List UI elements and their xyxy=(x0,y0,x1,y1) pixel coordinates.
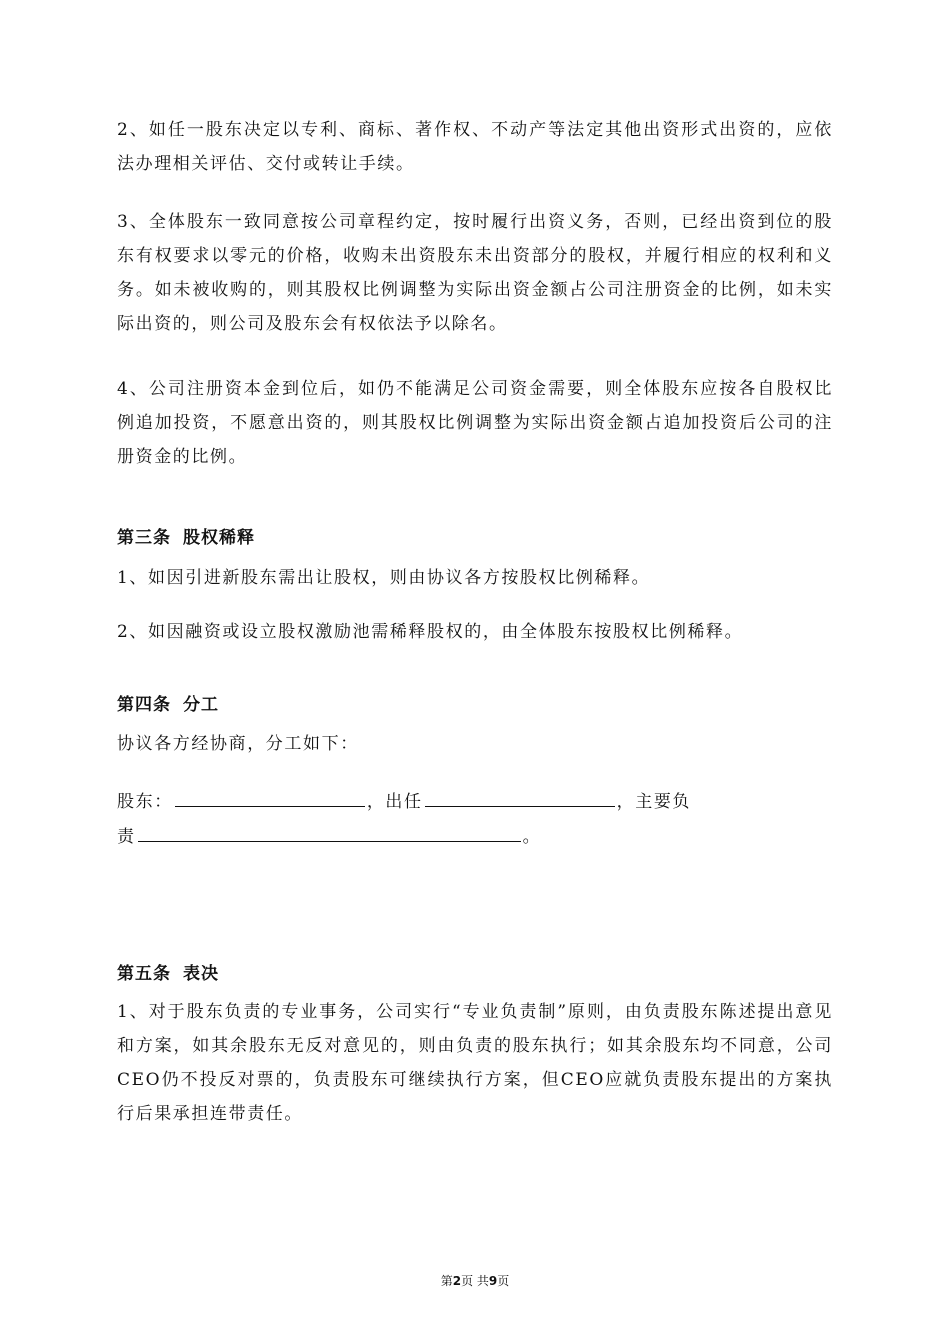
article-5-number: 第五条 xyxy=(117,964,171,984)
duty-end-mark: 。 xyxy=(522,827,542,847)
article-4-heading xyxy=(117,690,219,720)
footer-suffix: 页 xyxy=(497,1274,510,1288)
article-3-number: 第三条 xyxy=(117,528,171,548)
footer-current-page: 2 xyxy=(452,1274,462,1288)
shareholder-name-blank[interactable] xyxy=(175,784,365,807)
article-5-title: 表决 xyxy=(183,964,219,984)
clause-4-paragraph: 4、公司注册资本金到位后，如仍不能满足公司资金需要，则全体股东应按各自股权比例追加投资，不愿意出资的，则其股权比例调整为实际出资金额占追加投资后公司的注册资金的比例。 xyxy=(117,379,833,467)
article-3-item-2: 2、如因融资或设立股权激励池需稀释股权的，由全体股东按股权比例稀释。 xyxy=(117,622,744,642)
shareholder-fill-line xyxy=(117,784,691,817)
post-label: ，出任 xyxy=(366,792,423,812)
article-4-title: 分工 xyxy=(183,695,219,715)
article-3-title: 股权稀释 xyxy=(183,528,255,548)
post-blank[interactable] xyxy=(425,784,615,807)
duty-fill-line xyxy=(117,819,541,852)
article-3-heading xyxy=(117,523,255,553)
clause-2-paragraph: 2、如任一股东决定以专利、商标、著作权、不动产等法定其他出资形式出资的，应依法办理相关评估、交付或转让手续。 xyxy=(117,120,833,174)
footer-prefix: 第 xyxy=(440,1274,453,1288)
article-4-number: 第四条 xyxy=(117,695,171,715)
clause-3-paragraph: 3、全体股东一致同意按公司章程约定，按时履行出资义务，否则，已经出资到位的股东有权要求以零元的价格，收购未出资股东未出资部分的股权，并履行相应的权利和义务。如未被收购的，则其股权比例调整为实际出资金额占公司注册资金的比例，如未实际出资的，则公司及股东会有权依法予以除名。 xyxy=(117,212,833,334)
footer-mid: 页 共 xyxy=(461,1274,489,1288)
duty-blank[interactable] xyxy=(138,819,521,842)
duty-label-cont: 责 xyxy=(117,827,136,847)
article-4-intro: 协议各方经协商，分工如下： xyxy=(117,734,359,754)
article-5-heading xyxy=(117,959,219,989)
shareholder-label: 股东： xyxy=(117,792,173,812)
duty-label: ，主要负 xyxy=(616,792,692,812)
article-5-item-1: 1、对于股东负责的专业事务，公司实行“专业负责制”原则，由负责股东陈述提出意见和方案，如其余股东无反对意见的，则由负责的股东执行；如其余股东均不同意，公司CEO仍不投反对票的，负责股东可继续执行方案，但CEO应就负责股东提出的方案执行后果承担连带责任。 xyxy=(117,1002,833,1124)
footer-total-pages: 9 xyxy=(488,1274,498,1288)
article-3-item-1: 1、如因引进新股东需出让股权，则由协议各方按股权比例稀释。 xyxy=(117,568,651,588)
page-footer xyxy=(0,1272,950,1289)
